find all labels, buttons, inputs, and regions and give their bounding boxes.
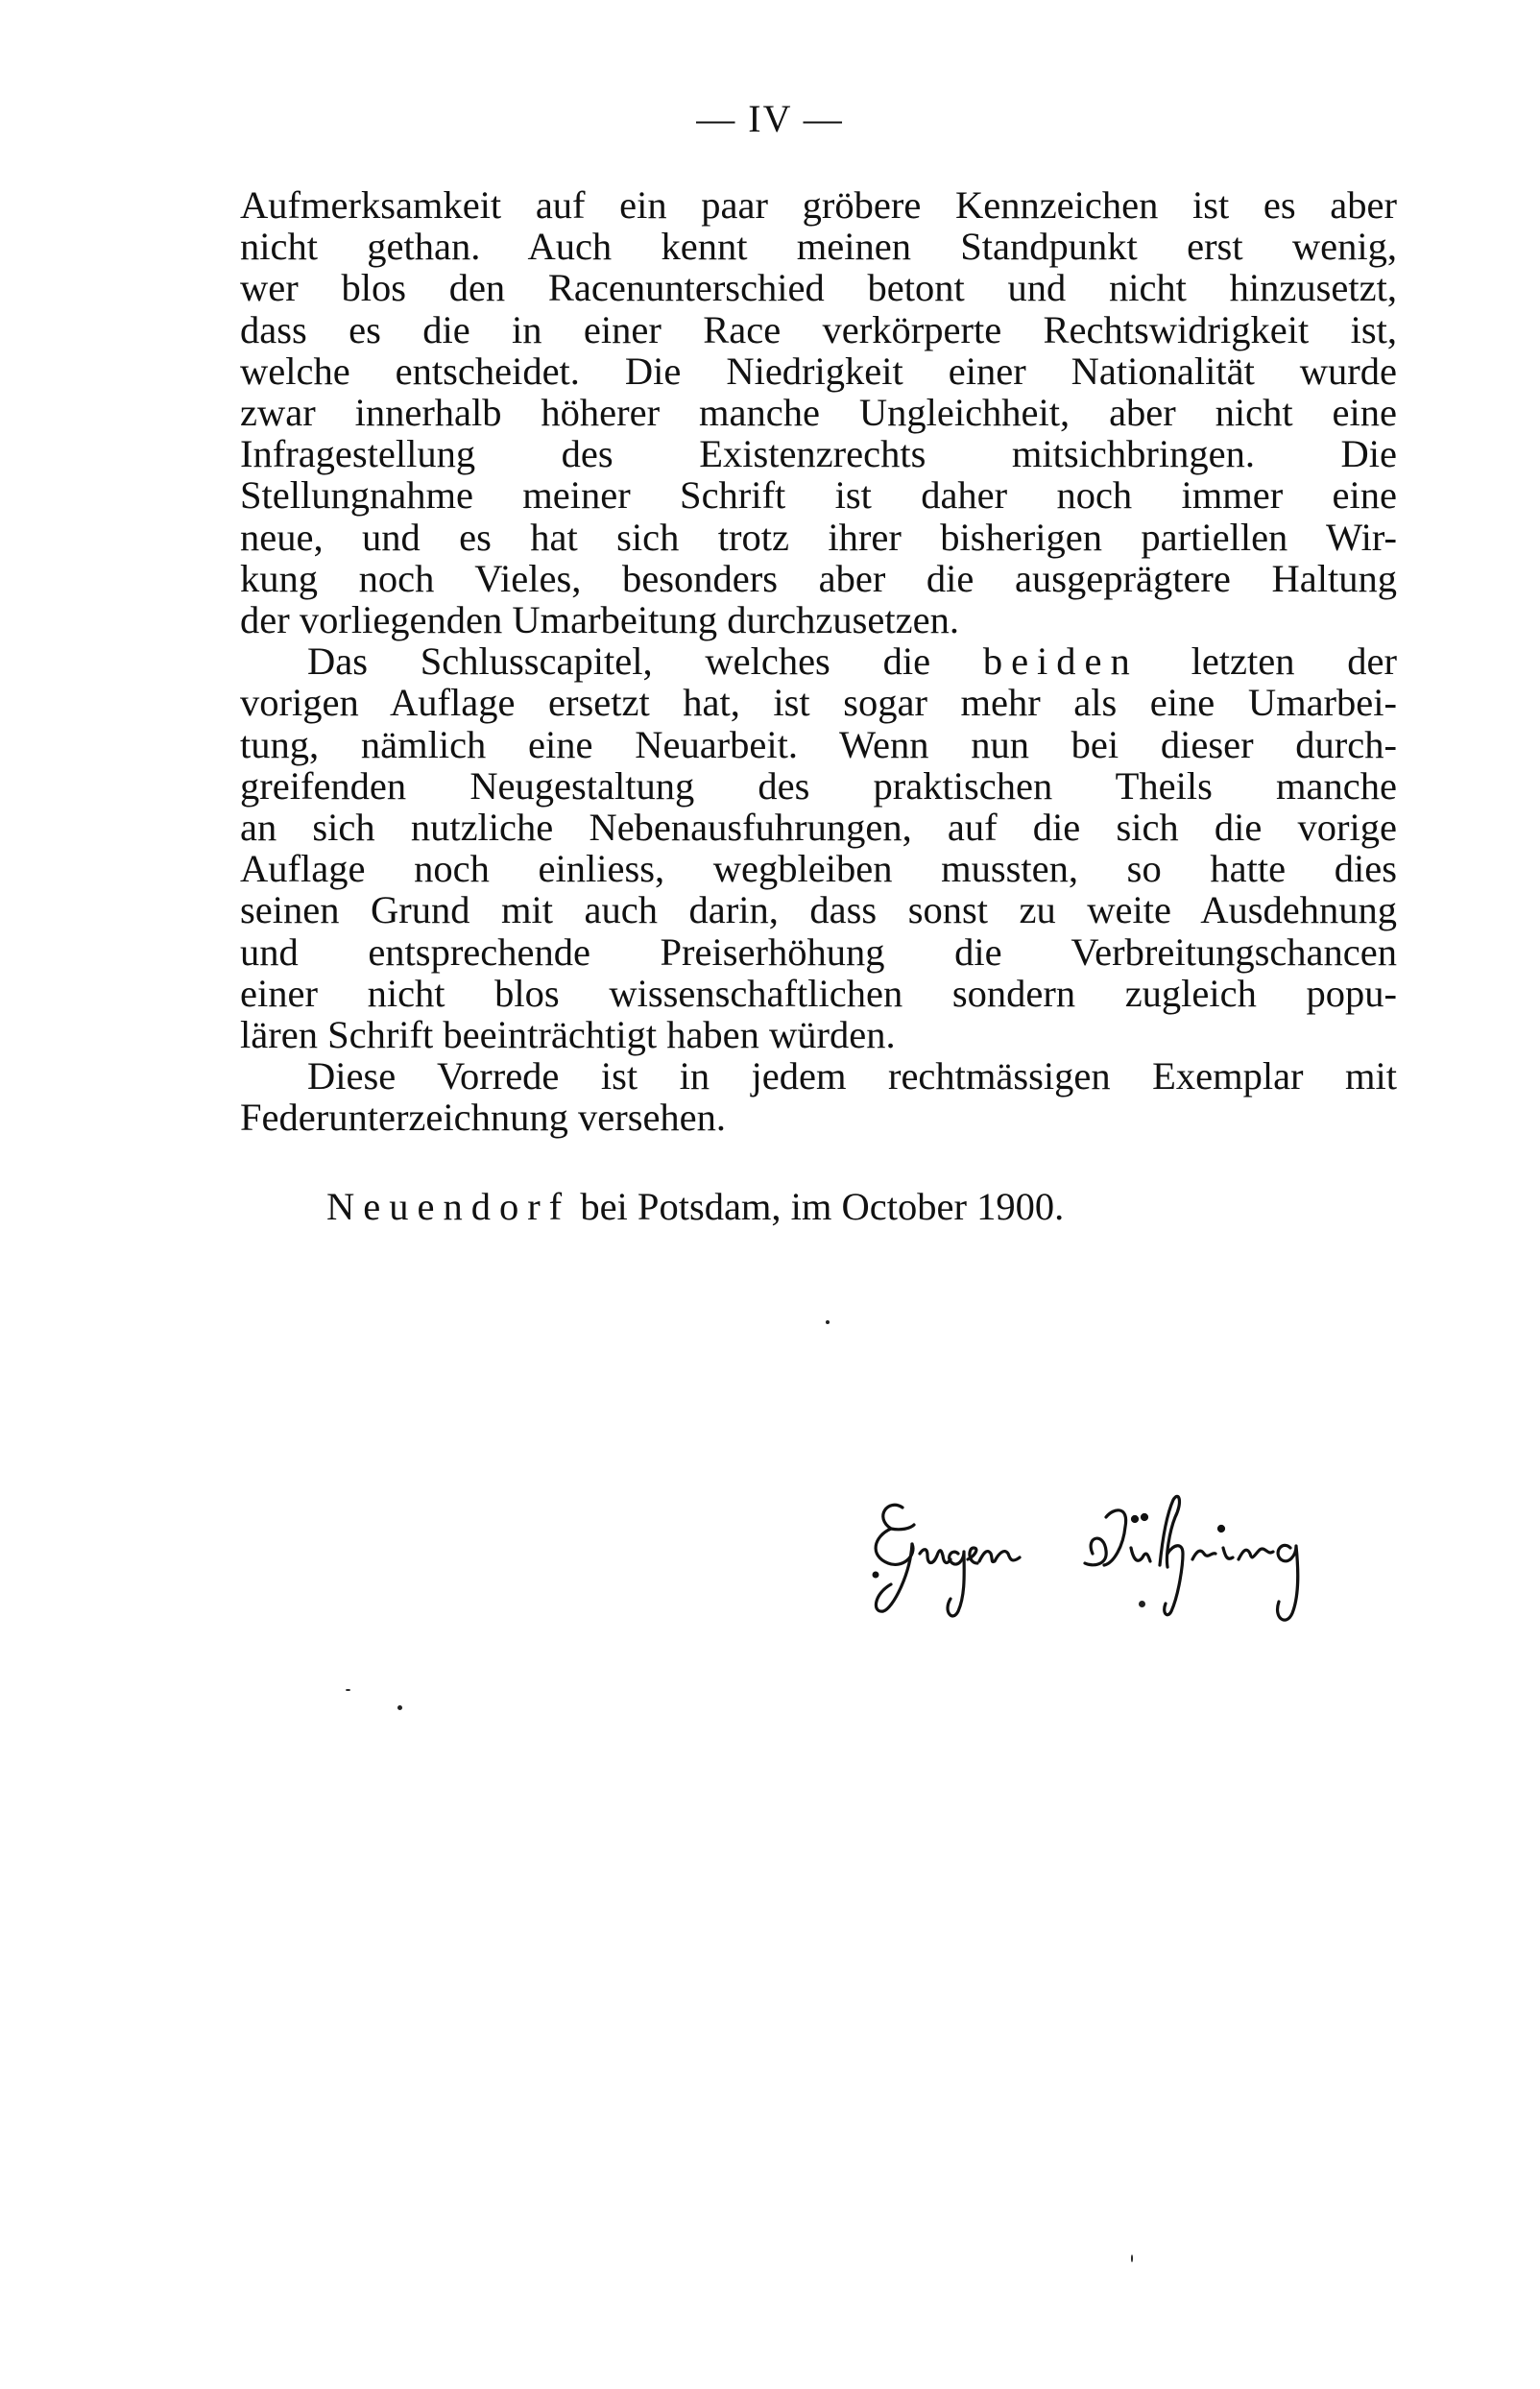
text-line: tung, nämlich eine Neuarbeit. Wenn nun bei dieser durch- — [240, 722, 1397, 766]
place-date-line — [326, 1184, 1064, 1229]
text-line: Auflage noch einliess, wegbleiben mussten, so hatte dies — [240, 847, 1397, 891]
text-line: welche entscheidet. Die Niedrigkeit einer Nationalität wurde — [240, 349, 1397, 393]
text-line: Federunterzeichnung versehen. — [240, 1096, 727, 1140]
text-line: Infragestellung des Existenzrechts mitsichbringen. Die — [240, 432, 1397, 476]
text-line: neue, und es hat sich trotz ihrer bisherigen partiellen Wir- — [240, 515, 1397, 559]
ink-speck — [826, 1320, 830, 1324]
text-line: nicht gethan. Auch kennt meinen Standpunkt erst wenig, — [240, 225, 1397, 269]
text-line: einer nicht blos wissenschaftlichen sondern zugleich popu- — [240, 971, 1397, 1015]
text-line: Diese Vorrede ist in jedem rechtmässigen Exemplar mit — [307, 1054, 1397, 1098]
text-line: Aufmerksamkeit auf ein paar gröbere Kennzeichen ist es aber — [240, 183, 1397, 227]
handwritten-signature — [845, 1440, 1421, 1632]
text-line: Stellungnahme meiner Schrift ist daher noch immer eine — [240, 473, 1397, 518]
text-line: kung noch Vieles, besonders aber die ausgeprägtere Haltung — [240, 556, 1397, 600]
ink-speck — [397, 1705, 402, 1710]
ink-speck — [1131, 2255, 1133, 2262]
text-line: wer blos den Racenunterschied betont und nicht hinzusetzt, — [240, 266, 1397, 310]
text-line: lären Schrift beeinträchtigt haben würden. — [240, 1013, 896, 1057]
text-line: und entsprechende Preiserhöhung die Verbreitungschancen — [240, 929, 1397, 974]
text-line: greifenden Neugestaltung des praktischen Theils manche — [240, 763, 1397, 808]
text-line: der vorliegenden Umarbeitung durchzusetzen. — [240, 598, 959, 642]
text-line: seinen Grund mit auch darin, dass sonst zu weite Ausdehnung — [240, 888, 1397, 932]
emphasized-word: beiden — [982, 639, 1139, 684]
place-name: Neuendorf — [326, 1185, 571, 1228]
text-line: vorigen Auflage ersetzt hat, ist sogar mehr als eine Umarbei- — [240, 681, 1397, 725]
text-line: an sich nutzliche Nebenausfuhrungen, auf die sich die vorige — [240, 806, 1397, 850]
text-line: Das Schlusscapitel, welches die beiden letzten der — [307, 639, 1397, 684]
text-line: zwar innerhalb höherer manche Ungleichheit, aber nicht eine — [240, 391, 1397, 435]
body-text — [240, 184, 1397, 1139]
ink-speck — [1139, 1601, 1145, 1607]
page-number: — IV — — [696, 97, 844, 140]
ink-speck — [346, 1689, 350, 1691]
text-line: dass es die in einer Race verkörperte Rechtswidrigkeit ist, — [240, 307, 1397, 351]
date-text: bei Potsdam, im October 1900. — [570, 1185, 1065, 1228]
